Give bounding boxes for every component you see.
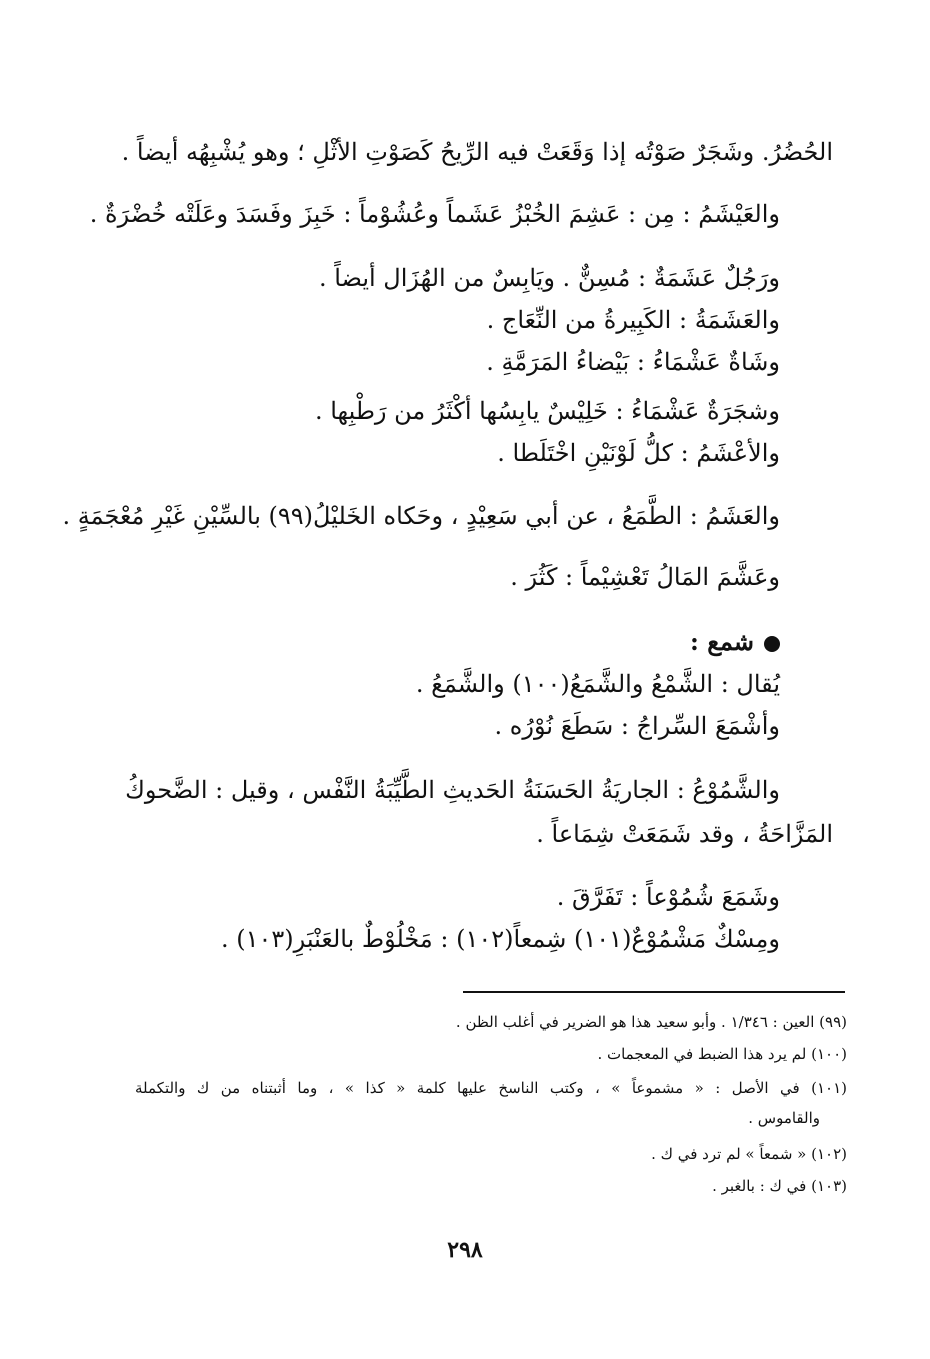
text-line-misk: ومِسْكٌ مَشْمُوْعٌ(١٠١) شِمعاً(١٠٢) : مَخْلُوْطٌ بالعَنْبَرِ(١٠٣) .	[220, 925, 780, 953]
text-line-mazzaha: المَزَّاحَةُ ، وقد شَمَعَتْ شِمَاعاً .	[536, 820, 833, 848]
text-line-shamaa-shumuan: وشَمَعَ شُمُوْعاً : تَفَرَّقَ .	[556, 883, 780, 911]
footnote-101: (١٠١) في الأصل : « مشموعاً » ، وكتب الناسخ عليها كلمة « كذا » ، وما أثبتناه من ك والتكملة	[135, 1079, 847, 1097]
footnote-103: (١٠٣) في ك : بالغبر .	[712, 1177, 847, 1195]
text-line-shat-ashma: وشَاةٌ عَشْمَاءُ : بَيْضاءُ المَرَمَّةِ .	[486, 348, 780, 376]
text-line-al-asham: والأعْشَمُ : كلُّ لَوْنَيْنِ اخْتَلَطا .	[497, 439, 780, 467]
footnote-102: (١٠٢) « شمعاً » لم ترد في ك .	[651, 1145, 847, 1163]
text-line-shajara-ashma: وشجَرَةٌ عَشْمَاءُ : خَلِيْسٌ يابِسُها أكْثَرُ من رَطْبِها .	[314, 397, 780, 425]
text-line-ashshama: وعَشَّمَ المَالُ تَعْشِيْماً : كَثُرَ .	[510, 563, 780, 591]
footnote-divider	[463, 991, 845, 993]
bullet-icon	[764, 636, 780, 652]
root-heading	[690, 625, 780, 659]
page-number: ٢٩٨	[447, 1237, 483, 1263]
text-line-ashmaa: وأشْمَعَ السِّراجُ : سَطَعَ نُوْرُه .	[494, 712, 780, 740]
text-line-al-ashama: والعَشَمَةُ : الكَبِيرةُ من النِّعَاج .	[486, 306, 780, 334]
footnote-101-continued: والقاموس .	[748, 1109, 820, 1127]
footnote-99: (٩٩) العين : ١/٣٤٦ . وأبو سعيد هذا هو الضرير في أغلب الظن .	[455, 1013, 847, 1031]
root-heading-label: شمع :	[690, 627, 754, 656]
text-line-aysham: والعَيْشَمُ : مِن : عَشِمَ الخُبْزُ عَشَماً وعُشُوْماً : خَبِزَ وفَسَدَ وعَلَتْه خُضْرَةٌ .	[89, 200, 780, 228]
text-line-hudur: الحُضُرُ. وشَجَرٌ صَوْتُه إذا وَقَعَتْ فيه الرِّيحُ كَصَوْتِ الأثْلِ ؛ وهو يُشْبِهُه أيضاً .	[121, 138, 833, 166]
text-line-shamu: والشَّمُوْعُ : الجاريَةُ الحَسَنَةُ الحَديثِ الطَّيِّبَةُ النَّفْس ، وقيل : الضَّحوكُ	[125, 776, 780, 804]
text-line-al-asham-tama: والعَشَمُ : الطَّمَعُ ، عن أبي سَعِيْدٍ ، وحَكاه الخَليْلُ(٩٩) بالسِّيْنِ غَيْرِ مُعْجَمَةٍ .	[62, 502, 780, 530]
footnote-100: (١٠٠) لم يرد هذا الضبط في المعجمات .	[597, 1045, 847, 1063]
text-line-rajul-ashama: ورَجُلٌ عَشَمَةٌ : مُسِنٌّ . ويَابِسٌ من الهُزَال أيضاً .	[318, 264, 780, 292]
text-line-yuqal: يُقال : الشَّمْعُ والشَّمَعُ(١٠٠) والشَّمَعُ .	[415, 670, 780, 698]
